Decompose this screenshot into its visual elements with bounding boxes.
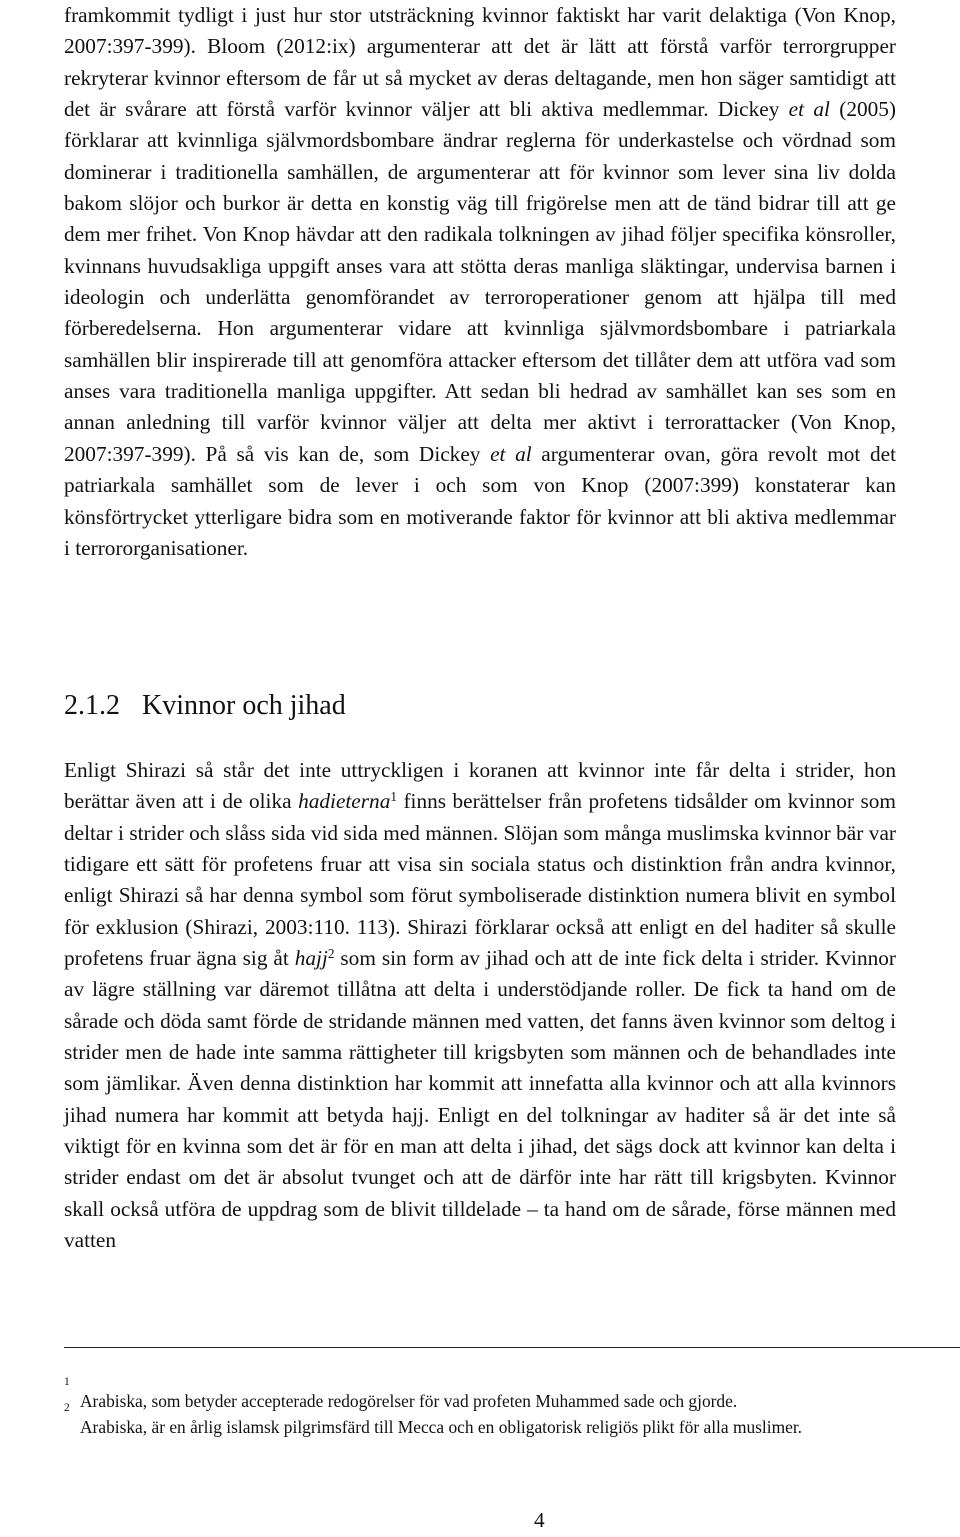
section-number: 2.1.2 xyxy=(64,690,120,721)
paragraph-1-italic-et-al-a: et al xyxy=(788,97,830,122)
footnote-1-text: Arabiska, som betyder accepterade redogörelser för vad profeten Muhammed sade och gjorde. xyxy=(80,1391,738,1411)
paragraph-2-text-a: Enligt Shirazi så står det inte uttryckligen i koranen att kvinnor inte får delta i strider, hon berättar även att i de olika xyxy=(64,758,896,814)
paragraph-2-italic-hajj: hajj xyxy=(294,946,328,971)
paragraph-1-text-a: framkommit tydligt i just hur stor utsträckning kvinnor faktiskt har varit delaktiga (Von Knop, 2007:397-399). Bloom (2012:ix) argumenterar att det är lätt att förstå varför terrorgrupper rekryterar kvinnor eftersom de får ut så mycket av deras deltagande, men hon säger samtidigt att det är svårare att förstå varför kvinnor väljer att bli aktiva medlemmar. Dickey xyxy=(64,3,896,122)
footnote-2: 2 Arabiska, är en årlig islamsk pilgrimsfärd till Mecca och en obligatorisk religiös plikt för alla muslimer. xyxy=(64,1402,803,1437)
footnote-separator xyxy=(64,1347,960,1348)
section-title: Kvinnor och jihad xyxy=(142,690,346,721)
paragraph-2-italic-hadieterna: hadieterna xyxy=(298,789,391,814)
body-paragraph-2 xyxy=(64,755,896,1257)
paragraph-2-text-b: finns berättelser från profetens tidsålder om kvinnor som deltar i strider och slåss sida vid sida med männen. Slöjan som många muslimska kvinnor bär var tidigare ett sätt för profetens fruar att visa sin sociala status och distinktion från andra kvinnor, enligt Shirazi så har denna symbol som förut symboliserade distinktion numera blivit en symbol för exklusion (Shirazi, 2003:110. 113). Shirazi förklarar också att enligt en del haditer så skulle profetens fruar ägna sig åt xyxy=(64,789,896,971)
footnote-reference-1[interactable]: 1 xyxy=(390,789,397,805)
footnote-1: 1 Arabiska, som betyder accepterade redogörelser för vad profeten Muhammed sade och gjorde. xyxy=(64,1376,738,1411)
paragraph-2-text-c: som sin form av jihad och att de inte fick delta i strider. Kvinnor av lägre ställning var däremot tillåtna att delta i understödjande roller. De fick ta hand om de sårade och döda samt förde de stridande männen med vatten, det fanns även kvinnor som deltog i strider men de hade inte samma rättigheter till krigsbyten som männen och de behandlades inte som jämlikar. Även denna distinktion har kommit att innefatta alla kvinnor och att alla kvinnors jihad numera har kommit att betyda hajj. Enligt en del tolkningar av haditer så är det inte så viktigt för en kvinna som det är för en man att delta i jihad, det sägs dock att kvinnor kan delta i strider endast om det är absolut tvunget och att de därför inte har rätt till krigsbyten. Kvinnor skall också utföra de uppdrag som de blivit tilldelade – ta hand om de sårade, förse männen med vatten xyxy=(64,946,896,1253)
body-paragraph-1 xyxy=(64,0,896,564)
footnote-reference-2[interactable]: 2 xyxy=(327,945,335,961)
paragraph-1-italic-et-al-b: et al xyxy=(490,441,532,466)
paragraph-1-text-b: (2005) förklarar att kvinnliga självmordsbombare ändrar reglerna för underkastelse och vördnad som dominerar i traditionella samhällen, de argumenterar att för kvinnor som lever sina liv dolda bakom slöjor och burkor är detta en konstig väg till frigörelse men att de tänd bidrar till att ge dem mer frihet. Von Knop hävdar att den radikala tolkningen av jihad följer specifika könsroller, kvinnans huvudsakliga uppgift anses vara att stötta deras manliga släktingar, undervisa barnen i ideologin och underlätta genomförandet av terroroperationer genom att hjälpa till med förberedelserna. Hon argumenterar vidare att kvinnliga självmordsbombare i patriarkala samhällen blir inspirerade till att genomföra attacker eftersom det tillåter dem att utföra vad som anses vara traditionella manliga uppgifter. Att sedan bli hedrad av samhället kan ses som en annan anledning till varför kvinnor väljer att delta mer aktivt i terrorattacker (Von Knop, 2007:397-399). På så vis kan de, som Dickey xyxy=(64,97,897,466)
footnote-2-text: Arabiska, är en årlig islamsk pilgrimsfärd till Mecca och en obligatorisk religiös plikt för alla muslimer. xyxy=(80,1417,803,1437)
section-heading xyxy=(64,686,346,726)
footnotes-section xyxy=(64,1376,960,1440)
paragraph-1-text-c: argumenterar ovan, göra revolt mot det patriarkala samhället som de lever i och som von Knop (2007:399) konstaterar kan könsförtrycket ytterligare bidra som en motiverande faktor för kvinnor att bli aktiva medlemmar i terrororganisationer. xyxy=(64,441,896,560)
page-number: 4 xyxy=(534,1508,545,1532)
